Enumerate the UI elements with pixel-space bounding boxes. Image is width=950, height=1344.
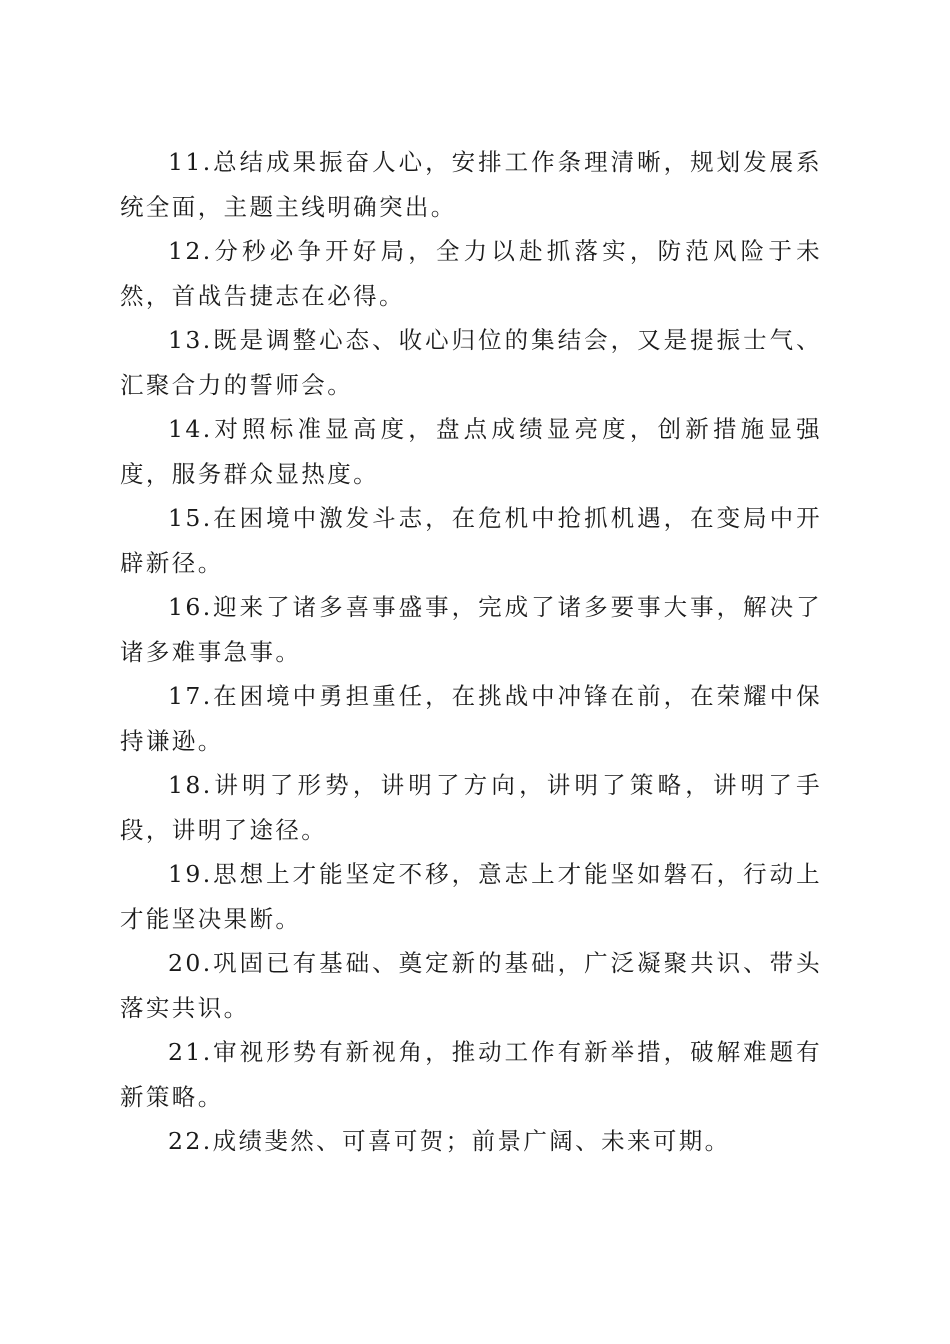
item-text: 讲明了形势，讲明了方向，讲明了策略，讲明了手段，讲明了途径。: [120, 771, 822, 844]
item-number: 14.: [168, 415, 213, 443]
list-item: [120, 407, 822, 496]
item-text: 思想上才能坚定不移，意志上才能坚如磐石，行动上才能坚决果断。: [120, 860, 822, 933]
list-item: [120, 763, 822, 852]
item-text: 审视形势有新视角，推动工作有新举措，破解难题有新策略。: [120, 1038, 822, 1111]
list-item: [120, 941, 822, 1030]
list-item: [120, 496, 822, 585]
list-item: [120, 1030, 822, 1119]
item-number: 19.: [168, 860, 213, 888]
item-text: 分秒必争开好局，全力以赴抓落实，防范风险于未然，首战告捷志在必得。: [120, 237, 822, 310]
list-item: [120, 585, 822, 674]
document-body: [120, 140, 822, 1164]
item-text: 成绩斐然、可喜可贺；前景广阔、未来可期。: [212, 1127, 731, 1155]
list-item: [120, 674, 822, 763]
item-text: 在困境中激发斗志，在危机中抢抓机遇，在变局中开辟新径。: [120, 504, 822, 577]
list-item: [120, 1119, 822, 1164]
item-number: 20.: [168, 949, 213, 977]
item-number: 21.: [168, 1038, 213, 1066]
item-text: 在困境中勇担重任，在挑战中冲锋在前，在荣耀中保持谦逊。: [120, 682, 822, 755]
item-number: 12.: [168, 237, 213, 265]
list-item: [120, 229, 822, 318]
list-item: [120, 318, 822, 407]
item-number: 17.: [168, 682, 213, 710]
item-number: 18.: [168, 771, 213, 799]
list-item: [120, 852, 822, 941]
item-text: 对照标准显高度，盘点成绩显亮度，创新措施显强度，服务群众显热度。: [120, 415, 822, 488]
item-text: 总结成果振奋人心，安排工作条理清晰，规划发展系统全面，主题主线明确突出。: [120, 148, 822, 221]
item-text: 既是调整心态、收心归位的集结会，又是提振士气、汇聚合力的誓师会。: [120, 326, 822, 399]
item-number: 13.: [168, 326, 213, 354]
list-item: [120, 140, 822, 229]
item-number: 22.: [168, 1127, 213, 1155]
item-number: 11.: [168, 148, 213, 176]
item-number: 15.: [168, 504, 213, 532]
item-text: 迎来了诸多喜事盛事，完成了诸多要事大事，解决了诸多难事急事。: [120, 593, 822, 666]
item-text: 巩固已有基础、奠定新的基础，广泛凝聚共识、带头落实共识。: [120, 949, 822, 1022]
item-number: 16.: [168, 593, 213, 621]
